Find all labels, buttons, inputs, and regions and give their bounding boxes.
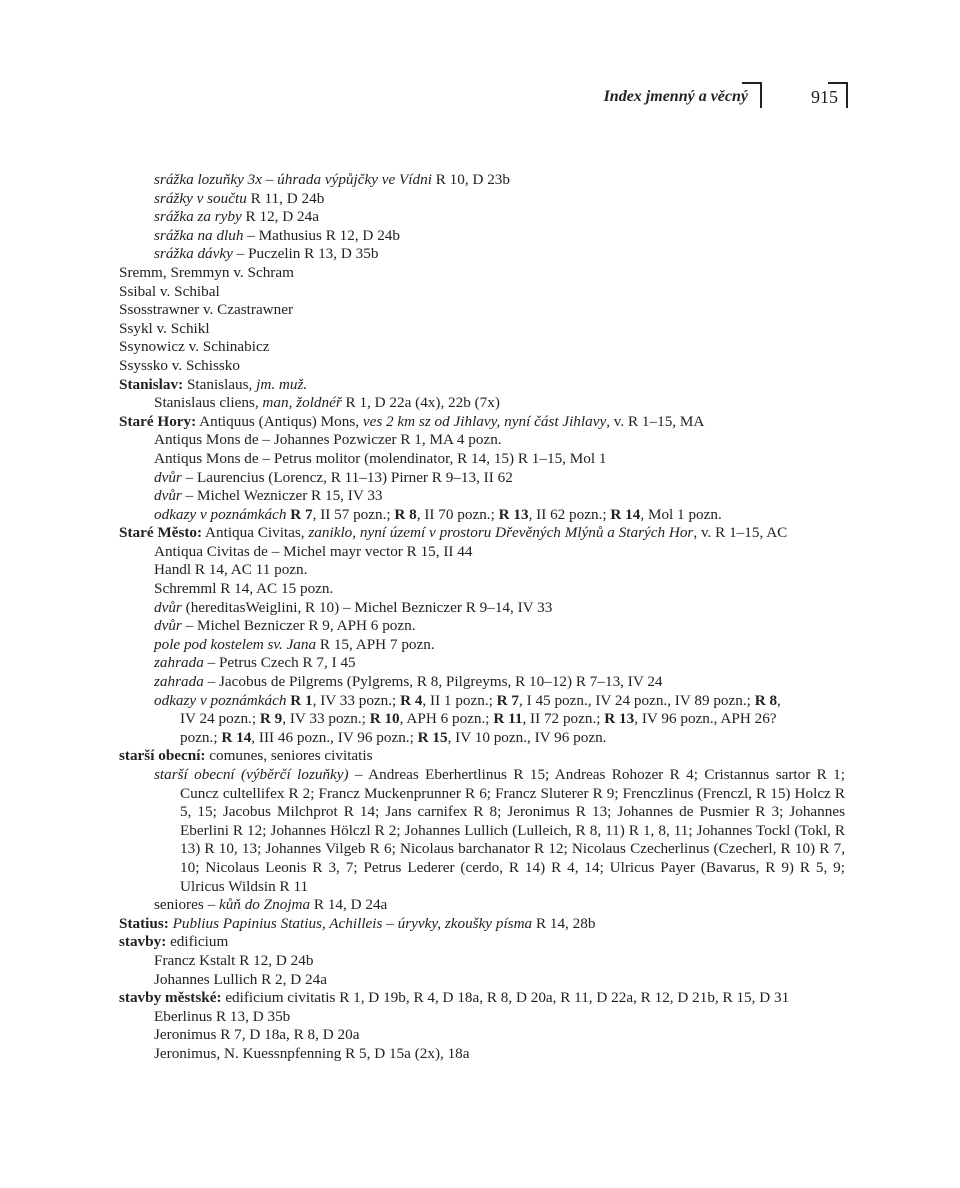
entry-italic-text: srážka za ryby: [154, 208, 242, 226]
entry-heading: starší obecní:: [119, 747, 206, 765]
entry-text: pozn.;: [180, 728, 222, 746]
entry-text: Handl R 14, AC 11 pozn.: [154, 561, 308, 579]
index-subentry: [119, 896, 845, 915]
index-subentry: [119, 561, 845, 580]
entry-text: Ssykl v. Schikl: [119, 319, 210, 337]
entry-text: R 15, APH 7 pozn.: [316, 635, 435, 653]
entry-italic-text: pole pod kostelem sv. Jana: [154, 635, 317, 653]
entry-heading: Staré Hory:: [119, 412, 197, 430]
corner-mark: [742, 82, 762, 108]
entry-text: Antiqus Mons de – Johannes Pozwiczer R 1, MA 4 pozn.: [154, 431, 502, 449]
index-entry: [119, 915, 845, 934]
entry-text: , IV 10 pozn., IV 96 pozn.: [447, 728, 607, 746]
entry-heading: R 14: [610, 505, 641, 523]
entry-heading: Stanislav:: [119, 375, 184, 393]
entry-italic-text: odkazy v poznámkách: [154, 505, 287, 523]
entry-heading: R 15: [417, 728, 448, 746]
entry-heading: Statius:: [119, 914, 169, 932]
entry-heading: R 10: [369, 710, 400, 728]
entry-text: , III 46 pozn., IV 96 pozn.;: [251, 728, 418, 746]
entry-italic-text: jm. muž.: [256, 375, 308, 393]
entry-text: – Mathusius R 12, D 24b: [243, 226, 400, 244]
entry-text: Johannes Lullich R 2, D 24a: [154, 970, 327, 988]
entry-heading: R 13: [498, 505, 529, 523]
entry-text: Ssynowicz v. Schinabicz: [119, 338, 270, 356]
entry-text: Stanislaus cliens,: [154, 394, 263, 412]
entry-text: – Jacobus de Pilgrems (Pylgrems, R 8, Pilgreyms, R 10–12) R 7–13, IV 24: [203, 673, 663, 691]
index-subentry: [119, 1045, 845, 1064]
entry-italic-text: srážky v součtu: [154, 189, 247, 207]
index-subentry: [119, 245, 845, 264]
index-subentry: [119, 394, 845, 413]
entry-text: – Michel Wezniczer R 15, IV 33: [181, 487, 383, 505]
index-subentry: [119, 617, 845, 636]
index-subentry: [119, 450, 845, 469]
index-subentry: [119, 543, 845, 562]
header-title: Index jmenný a věcný: [603, 88, 748, 105]
entry-text: , II 72 pozn.;: [522, 710, 605, 728]
index-subentry: [119, 766, 845, 896]
entry-heading: R 8: [394, 505, 417, 523]
index-subentry: [119, 208, 845, 227]
index-entry: [119, 357, 845, 376]
index-subentry: [119, 469, 845, 488]
entry-text: – Petrus Czech R 7, I 45: [203, 654, 356, 672]
entry-italic-text: dvůr: [154, 598, 182, 616]
index-subentry: [119, 636, 845, 655]
entry-text: – Andreas Eberhertlinus R 15; Andreas Rohozer R 4; Cristannus sartor R 1; Cuncz cultellifex R 2; Francz Muckenprunner R 6; Francz Sluterer R 9; Frenczlinus (Frenczl, R 15) Holcz R 5, 15; Jacobus Milchprot R 14; Jans carnifex R 8; Jeronimus R 13; Johannes de Pusmier R 3; Johannes Eberlini R 12; Johannes Hölczl R 2; Johannes Lullich (Lulleich, R 8, 11) R 1, 8, 11; Johannes Tockl (Tokl, R 13) R 10, 13; Johannes Vilgeb R 6; Nicolaus barchanator R 12; Nicolaus Czecherlinus (Czecherl, R 10) R 7, 10; Nicolaus Leonis R 3, 7; Petrus Lederer (cerdo, R 14) R 4, 14; Ulricus Payer (Bavarus, R 9) R 5, 9; Ulricus Wildsin R 11: [180, 766, 845, 895]
entry-italic-text: kůň do Znojma: [218, 896, 311, 914]
entry-heading: R 8: [754, 691, 778, 709]
entry-text: Schremml R 14, AC 15 pozn.: [154, 580, 334, 598]
index-entry: [119, 933, 845, 952]
index-subentry: [119, 190, 845, 209]
index-subentry: [119, 729, 845, 748]
entry-text: Ssyssko v. Schissko: [119, 356, 240, 374]
entry-text: R 14, D 24a: [310, 896, 388, 914]
entry-text: Ssibal v. Schibal: [119, 282, 220, 300]
entry-text: , IV 96 pozn., APH 26?: [634, 710, 777, 728]
index-subentry: [119, 673, 845, 692]
entry-text: , APH 6 pozn.;: [399, 710, 494, 728]
corner-mark: [828, 82, 848, 108]
index-subentry: [119, 599, 845, 618]
index-entries: [119, 171, 845, 1064]
entry-italic-text: Publius Papinius Statius, Achilleis – úryvky, zkoušky písma: [172, 914, 533, 932]
entry-text: ,: [777, 691, 781, 709]
entry-italic-text: zaniklo, nyní území v prostoru Dřevěných Mlýnů a Starých Hor: [308, 524, 694, 542]
entry-italic-text: dvůr: [154, 468, 182, 486]
entry-italic-text: dvůr: [154, 487, 182, 505]
index-entry: [119, 301, 845, 320]
entry-italic-text: starší obecní (výběrčí lozuňky): [154, 766, 349, 783]
index-entry: [119, 320, 845, 339]
entry-heading: R 7: [496, 691, 520, 709]
entry-text: , II 70 pozn.;: [416, 505, 499, 523]
index-subentry: [119, 506, 845, 525]
entry-text: , IV 33 pozn.;: [282, 710, 370, 728]
page-number: 915: [811, 87, 838, 107]
entry-italic-text: odkazy v poznámkách: [154, 691, 287, 709]
entry-italic-text: srážka lozuňky 3x – úhrada výpůjčky ve Vídni: [154, 171, 432, 188]
entry-text: Eberlinus R 13, D 35b: [154, 1007, 291, 1025]
entry-text: – Puczelin R 13, D 35b: [232, 245, 379, 263]
index-subentry: [119, 971, 845, 990]
entry-text: Antiqua Civitas de – Michel mayr vector R 15, II 44: [154, 542, 473, 560]
entry-text: R 12, D 24a: [241, 208, 319, 226]
index-subentry: [119, 952, 845, 971]
index-entry: [119, 376, 845, 395]
entry-text: , IV 33 pozn.;: [312, 691, 401, 709]
entry-text: – Laurencius (Lorencz, R 11–13) Pirner R 9–13, II 62: [181, 468, 513, 486]
entry-heading: R 14: [221, 728, 252, 746]
entry-italic-text: zahrada: [154, 673, 204, 691]
entry-text: , Mol 1 pozn.: [640, 505, 722, 523]
entry-text: IV 24 pozn.;: [180, 710, 260, 728]
entry-text: Antiquus (Antiqus) Mons,: [196, 412, 363, 430]
index-subentry: [119, 692, 845, 711]
entry-heading: R 13: [604, 710, 635, 728]
entry-italic-text: srážka na dluh: [154, 226, 244, 244]
entry-text: edificium civitatis R 1, D 19b, R 4, D 18a, R 8, D 20a, R 11, D 22a, R 12, D 21b, R 15, D 31: [221, 989, 790, 1007]
entry-text: comunes, seniores civitatis: [205, 747, 373, 765]
index-entry: [119, 283, 845, 302]
entry-italic-text: srážka dávky: [154, 245, 233, 263]
entry-text: edificium: [166, 933, 229, 951]
index-entry: [119, 413, 845, 432]
entry-text: , II 62 pozn.;: [528, 505, 611, 523]
entry-text: , v. R 1–15, AC: [693, 524, 788, 542]
index-entry: [119, 338, 845, 357]
entry-text: Francz Kstalt R 12, D 24b: [154, 951, 314, 969]
entry-heading: R 11: [493, 710, 523, 728]
entry-text: Jeronimus, N. Kuessnpfenning R 5, D 15a (2x), 18a: [154, 1044, 470, 1062]
entry-text: Sremm, Sremmyn v. Schram: [119, 263, 294, 281]
index-subentry: [119, 580, 845, 599]
entry-heading: stavby:: [119, 933, 167, 951]
entry-text: (hereditasWeiglini, R 10) – Michel Bezniczer R 9–14, IV 33: [181, 598, 553, 616]
index-subentry: [119, 171, 845, 190]
index-subentry: [119, 431, 845, 450]
entry-text: Stanislaus,: [183, 375, 257, 393]
index-subentry: [119, 1008, 845, 1027]
entry-heading: R 1: [290, 691, 313, 709]
entry-italic-text: zahrada: [154, 654, 204, 672]
entry-italic-text: ves 2 km sz od Jihlavy, nyní část Jihlavy: [362, 412, 607, 430]
entry-text: , v. R 1–15, MA: [606, 412, 705, 430]
index-subentry: [119, 710, 845, 729]
entry-heading: R 9: [259, 710, 283, 728]
entry-text: , I 45 pozn., IV 24 pozn., IV 89 pozn.;: [519, 691, 755, 709]
index-subentry: [119, 227, 845, 246]
index-subentry: [119, 654, 845, 673]
index-subentry: [119, 487, 845, 506]
entry-text: Antiqus Mons de – Petrus molitor (molendinator, R 14, 15) R 1–15, Mol 1: [154, 449, 607, 467]
entry-text: Jeronimus R 7, D 18a, R 8, D 20a: [154, 1026, 360, 1044]
index-entry: [119, 524, 845, 543]
index-subentry: [119, 1026, 845, 1045]
entry-text: R 11, D 24b: [246, 189, 325, 207]
entry-heading: stavby městské:: [119, 989, 222, 1007]
entry-text: Ssosstrawner v. Czastrawner: [119, 301, 294, 319]
entry-italic-text: dvůr: [154, 617, 182, 635]
entry-heading: R 4: [400, 691, 423, 709]
entry-text: R 10, D 23b: [431, 171, 510, 188]
entry-text: , II 1 pozn.;: [422, 691, 497, 709]
entry-text: , II 57 pozn.;: [312, 505, 395, 523]
entry-text: Antiqua Civitas,: [202, 524, 309, 542]
index-entry: [119, 747, 845, 766]
entry-text: R 14, 28b: [532, 914, 596, 932]
entry-text: – Michel Bezniczer R 9, APH 6 pozn.: [181, 617, 416, 635]
entry-italic-text: man, žoldnéř: [262, 394, 342, 412]
entry-text: R 1, D 22a (4x), 22b (7x): [341, 394, 500, 412]
entry-heading: Staré Město:: [119, 524, 203, 542]
index-entry: [119, 264, 845, 283]
entry-heading: R 7: [290, 505, 313, 523]
entry-text: seniores –: [154, 896, 219, 914]
index-entry: [119, 989, 845, 1008]
